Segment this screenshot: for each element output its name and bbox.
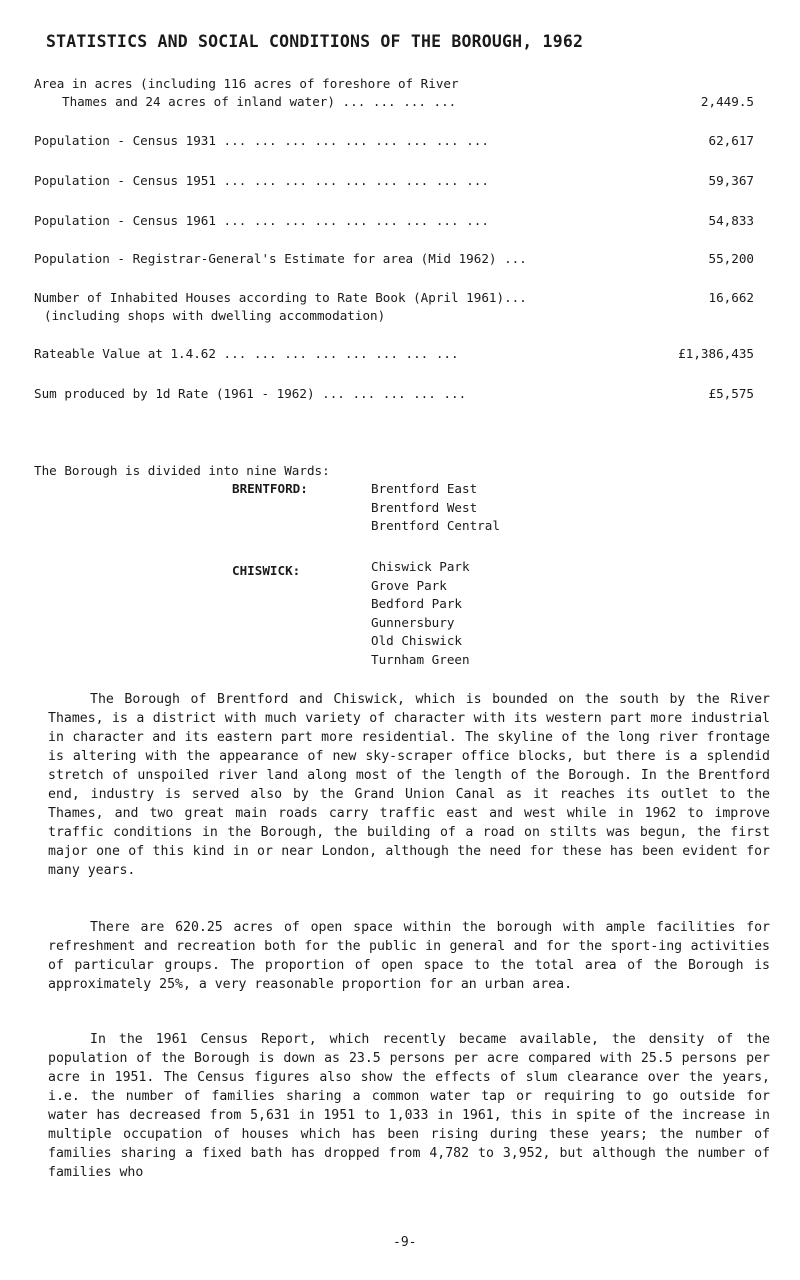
paragraph-open-space: There are 620.25 acres of open space within the borough with ample facilities for refreshment and recreation both for the public in general and for the sport-ing activities of particular groups. The proportion of open space to the total area of the Borough is approximately 25%, a very reasonable proportion for an urban area. — [48, 920, 770, 992]
stat-area-value: 2,449.5 — [700, 94, 754, 109]
stat-value: 62,617 — [708, 133, 754, 148]
paragraph-borough-description: The Borough of Brentford and Chiswick, which is bounded on the south by the River Thames, is a district with much variety of character with its western part more industrial in character and its eastern part more residential. The skyline of the long river frontage is altering with the appearance of new sky-scraper office blocks, but there is a splendid stretch of unspoiled river land along most of the length of the Borough. In the Brentford end, industry is served also by the Grand Union Canal as it reaches its outlet to the Thames, and two great main roads carry traffic east and west while in 1962 to improve traffic conditions in the Borough, the building of a road on stilts was begun, the first major one of this kind in or near London, although the need for these has been evident for many years. — [48, 692, 770, 878]
stat-value: £1,386,435 — [678, 346, 754, 361]
stat-label: Population - Registrar-General's Estimate for area (Mid 1962) ... — [34, 251, 527, 266]
paragraph-census-report: In the 1961 Census Report, which recently became available, the density of the population of the Borough is down as 23.5 persons per acre compared with 25.5 persons per acre in 1951. The Census figures also show the effects of slum clearance over the years, i.e. the number of families sharing a common water tap or requiring to go outside for water has decreased from 5,631 in 1951 to 1,033 in 1961, this in spite of the increase in multiple occupation of houses which has been rising during these years; the number of families sharing a fixed bath has dropped from 4,782 to 3,952, but although the number of families who — [48, 1032, 770, 1180]
ward-item: Gunnersbury — [371, 614, 455, 630]
brentford-label: BRENTFORD: — [232, 481, 308, 496]
ward-item: Brentford West — [371, 499, 478, 515]
ward-item: Chiswick Park — [371, 559, 470, 574]
stat-population-estimate — [34, 250, 754, 268]
stat-population-1951 — [34, 172, 754, 190]
stat-label: Population - Census 1961 ... ... ... ... ... ... ... ... ... — [34, 213, 489, 228]
chiswick-ward-list — [371, 558, 470, 669]
stat-area-label-line2: Thames and 24 acres of inland water) ... ... ... ... — [62, 94, 457, 109]
stat-label: Sum produced by 1d Rate (1961 - 1962) ... ... ... ... ... — [34, 386, 467, 401]
ward-item: Turnham Green — [371, 651, 470, 667]
ward-item: Brentford East — [371, 481, 478, 496]
stat-rateable-value — [34, 345, 754, 363]
ward-item: Brentford Central — [371, 518, 500, 533]
stat-value: 16,662 — [708, 290, 754, 305]
chiswick-label: CHISWICK: — [232, 563, 301, 578]
ward-item: Old Chiswick — [371, 633, 462, 648]
ward-item: Grove Park — [371, 577, 447, 593]
page-number: -9- — [393, 1235, 417, 1250]
stat-label: Rateable Value at 1.4.62 ... ... ... ... ... ... ... ... — [34, 346, 459, 361]
stat-houses-label-line2: (including shops with dwelling accommodation) — [44, 308, 386, 323]
stat-area — [34, 75, 754, 111]
stat-value: 59,367 — [708, 173, 754, 188]
stat-label: Population - Census 1931 ... ... ... ... ... ... ... ... ... — [34, 133, 489, 148]
stat-population-1931 — [34, 132, 754, 150]
brentford-ward-list — [371, 480, 500, 536]
stat-population-1961 — [34, 212, 754, 230]
stat-inhabited-houses — [34, 289, 754, 325]
stat-area-label-line1: Area in acres (including 116 acres of foreshore of River — [34, 76, 459, 91]
stat-penny-rate — [34, 385, 754, 403]
ward-item: Bedford Park — [371, 596, 462, 611]
stat-value: £5,575 — [708, 386, 754, 401]
stat-value: 55,200 — [708, 251, 754, 266]
stat-label: Population - Census 1951 ... ... ... ... ... ... ... ... ... — [34, 173, 489, 188]
stat-houses-label-line1: Number of Inhabited Houses according to Rate Book (April 1961)... — [34, 290, 527, 305]
stat-value: 54,833 — [708, 213, 754, 228]
page-title: STATISTICS AND SOCIAL CONDITIONS OF THE BOROUGH, 1962 — [46, 32, 584, 51]
wards-intro: The Borough is divided into nine Wards: — [34, 463, 330, 478]
